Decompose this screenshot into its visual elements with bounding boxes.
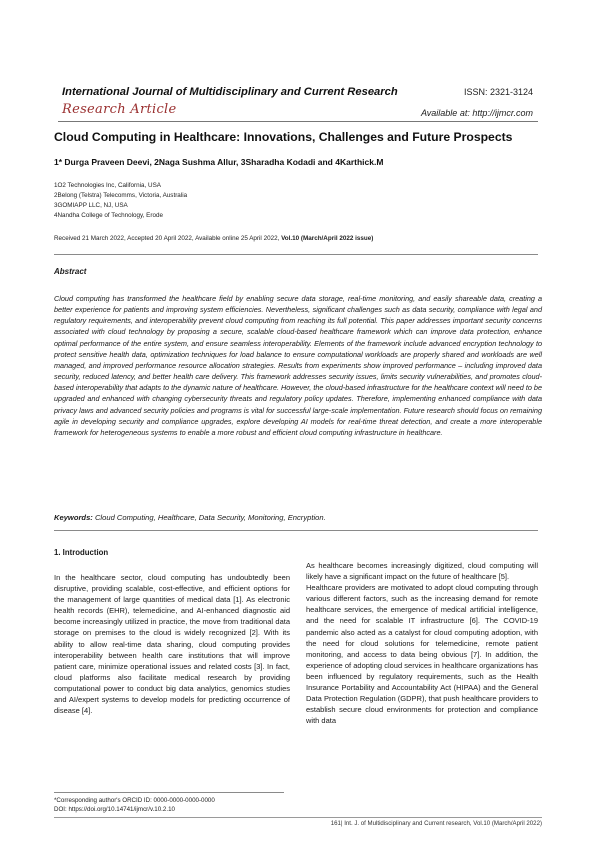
keywords-label: Keywords: <box>54 513 93 522</box>
volume-issue: Vol.10 (March/April 2022 issue) <box>281 235 374 242</box>
footnote-orcid: *Corresponding author's ORCID ID: 0000-0000-0000-0000 <box>54 797 215 804</box>
divider <box>54 530 538 531</box>
keywords-value: Cloud Computing, Healthcare, Data Security, Monitoring, Encryption. <box>94 513 326 522</box>
paragraph: As healthcare becomes increasingly digitized, cloud computing will likely have a significant impact on the future of healthcare [5]. <box>306 561 538 582</box>
received-line <box>54 235 373 242</box>
divider <box>54 254 538 255</box>
paragraph: Healthcare providers are motivated to adopt cloud computing through various different factors, such as the increasing demand for remote healthcare services, the emergence of medical artificial intelligence, and the need for scalable IT infrastructure [6]. The COVID-19 pandemic also acted as a catalyst for cloud computing adoption, with the need for cloud solutions for telemedicine, remote patient monitoring, and access to data being obvious [7]. In addition, the experience of adopting cloud services in healthcare organizations has been influenced by regulatory requirements, such as the Health Insurance Portability and Accountability Act (HIPAA) and the General Data Protection Regulation (GDPR), that push healthcare providers to establish secure cloud environments for protection and compliance with data <box>306 583 538 726</box>
affiliation: 2Belong (Telstra) Telecomms, Victoria, Australia <box>54 192 188 199</box>
paragraph: In the healthcare sector, cloud computing has undoubtedly been disruptive, providing scalable, cost-effective, and efficient options for the management of large quantities of medical data [1]. As electronic health records (EHR), telemedicine, and AI-enhanced diagnostic aid become increasingly utilized in practice, the move from traditional data storage on premises to the cloud is widely recognized [2]. With its ability to allow real-time data sharing, cloud computing provides interoperability between health care institutions that will improve patient care, minimize operational issues and related costs [3]. In fact, cloud platforms also facilitate medical research by providing computational power to conduct big data analytics, genomics studies and AI/expert systems to develop models for predicting occurrence of disease [4]. <box>54 573 290 716</box>
paper-title: Cloud Computing in Healthcare: Innovations, Challenges and Future Prospects <box>54 130 513 144</box>
affiliation: 3GOMIAPP LLC, NJ, USA <box>54 202 128 209</box>
received-dates: Received 21 March 2022, Accepted 20 April 2022, Available online 25 April 2022, <box>54 235 282 242</box>
affiliation: 1O2 Technologies Inc, California, USA <box>54 182 161 189</box>
left-column <box>54 572 290 716</box>
footer-rule <box>54 817 542 818</box>
right-column <box>306 560 538 726</box>
affiliation: 4Nandha College of Technology, Erode <box>54 212 163 219</box>
available-at: Available at: http://ijmcr.com <box>420 108 533 118</box>
abstract-text: Cloud computing has transformed the healthcare field by enabling secure data storage, real-time monitoring, and easily shareable data, creating a better experience for patients and improving system efficiencies. Nevertheless, significant challenges such as data security, compliance with legal and regulatory requirements, and interoperability prevent cloud computing from reaching its full potential. This paper addresses important security concerns associated with cloud technology by proposing a secure, scalable cloud-based healthcare framework which can improve data protection, enhance optimal performance of the entire system, and ensure seamless interoperability. Elements of the framework include advanced encryption technology to protect sensitive health data, optimization techniques for load balance to ensure computational workloads are properly shared and workloads are well managed, and improved performance resource allocation strategies. Results from experiments show improved performance – including improved data security, reduced latency, and better health care delivery. This framework addresses security issues, limits security vulnerabilities, and promotes cloud-based interoperability that adapts to the dynamic nature of healthcare. However, the cloud-based infrastructure for the healthcare context will need to be upgraded and enhanced with changing cybersecurity threats and regulatory policy updates. Therefore, implementing enhanced compliance with data privacy laws and advanced security policies and programs is vital for successful large-scale implementation. Future research should focus on remaining agile in developing security and compliance upgrades, explore developing AI models for real-time threat detection, and create a more interoperable framework for heterogeneous systems to enable a more robust and efficient cloud computing infrastructure in healthcare. <box>54 294 542 437</box>
journal-title: International Journal of Multidisciplinary and Current Research <box>62 86 398 98</box>
article-type: Research Article <box>62 102 177 117</box>
header-rule <box>58 121 538 122</box>
footnote-doi: DOI: https://doi.org/10.14741/ijmcr/v.10.2.10 <box>54 806 175 813</box>
authors: 1* Durga Praveen Deevi, 2Naga Sushma Allur, 3Sharadha Kodadi and 4Karthick.M <box>54 157 384 167</box>
section-heading: 1. Introduction <box>54 548 109 557</box>
issn: ISSN: 2321-3124 <box>463 87 533 97</box>
keywords <box>54 513 326 522</box>
page-footer: 161| Int. J. of Multidisciplinary and Current research, Vol.10 (March/April 2022) <box>330 820 542 827</box>
abstract-heading: Abstract <box>54 267 87 276</box>
footnote-rule <box>54 792 284 793</box>
